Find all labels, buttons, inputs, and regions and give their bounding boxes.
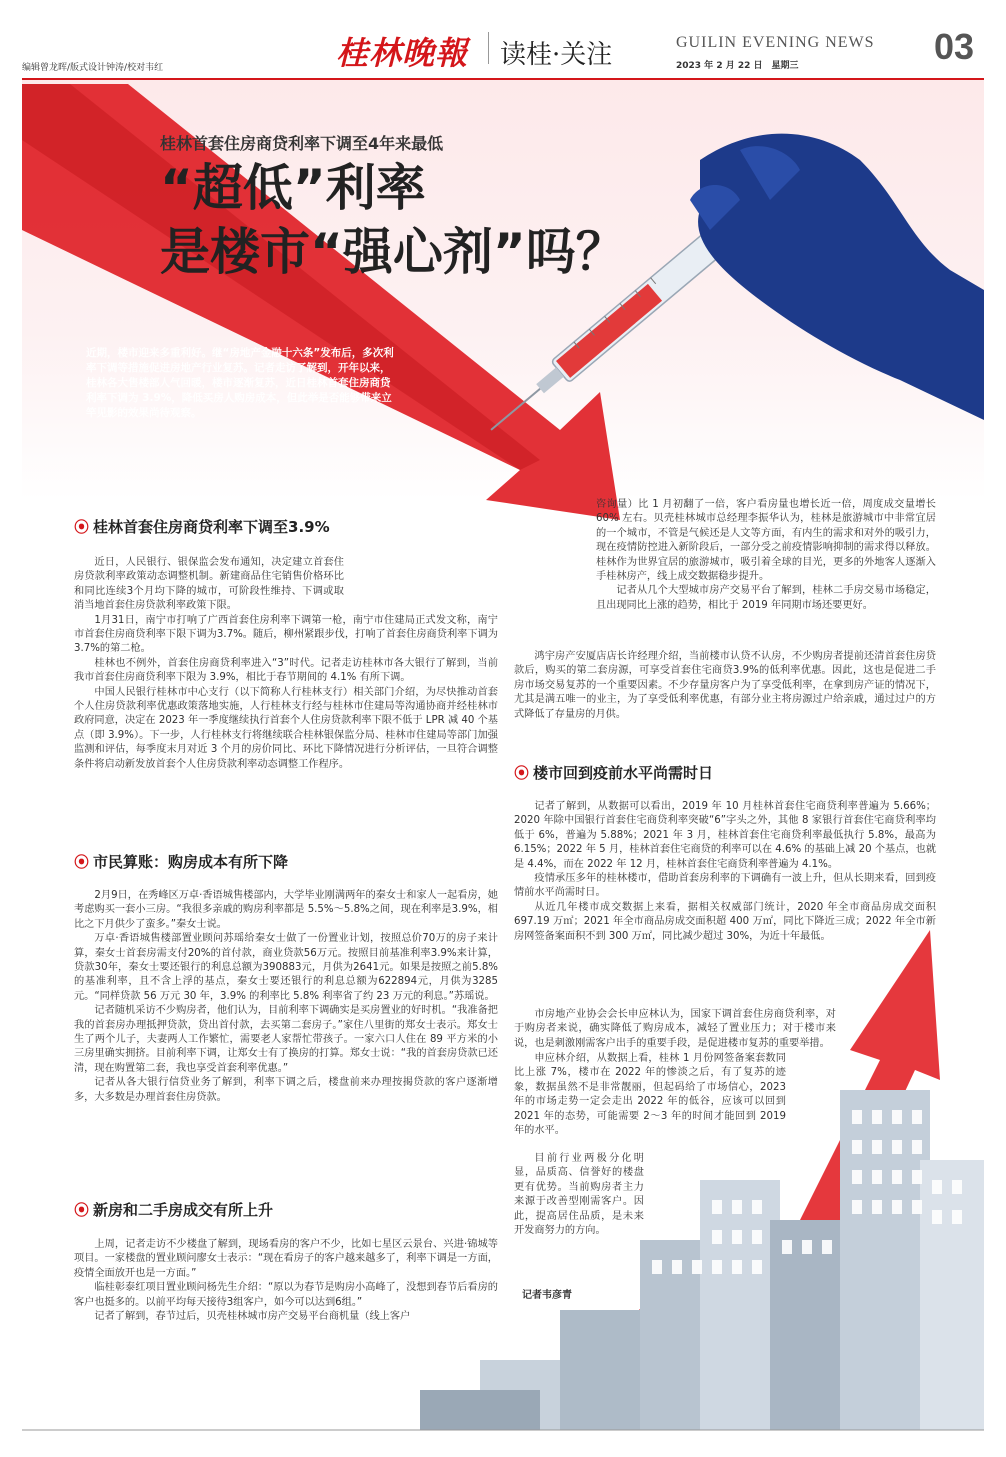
paper-name: GUILIN EVENING NEWS	[676, 34, 875, 51]
paragraph: 桂林也不例外，首套住房商贷利率进入“3”时代。记者走访桂林市各大银行了解到，当前我市首套住房商贷利率下限为 3.9%，相比于春节期间的 4.1% 有所下调。	[74, 657, 498, 684]
bullet-circle-icon: ⦿	[74, 518, 90, 536]
article-kicker: 桂林首套住房商贷利率下调至4年来最低	[160, 134, 444, 153]
paragraph: 记者从各大银行信贷业务了解到，利率下调之后，楼盘前来办理按揭贷款的客户逐渐增多，大多数是办理首套住房贷款。	[74, 1077, 498, 1103]
glove-graphic	[698, 134, 984, 420]
paragraph: 疫情承压多年的桂林楼市，借助首套房利率的下调确有一波上升，但从长期来看，回到疫情前水平尚需时日。	[514, 873, 936, 899]
paragraph: 中国人民银行桂林市中心支行（以下简称人行桂林支行）相关部门介绍，为尽快推动首套个人住房贷款利率优惠政策落地实施，人行桂林支行经与桂林市住建局等沟通协商并经桂林市政府同意，决定在 2023 年一季度继续执行首套个人住房贷款利率下限不低于 LPR 减 40 个基点（即 3.9%）。下一步，人行桂林支行将继续联合桂林银保监分局、桂林市住建局等部门加强监测和评估，每季度末月对近 3 个月的房价同比、环比下降情况进行分析评估，一旦符合调整条件将启动新发放首套个人住房贷款利率动态调整工作程序。	[74, 686, 498, 770]
section-4-body-tail	[514, 1152, 644, 1238]
bullet-circle-icon: ⦿	[514, 764, 530, 782]
section-4-body-narrow	[514, 1008, 836, 1051]
section-2-body	[74, 889, 498, 1105]
paragraph: 临桂彰泰红项目置业顾问杨先生介绍：“原以为春节是购房小高峰了，没想到春节后看房的客户也挺多的。以前平均每天接待3组客户，如今可以达到6组。”	[74, 1282, 498, 1308]
paragraph: 2月9日，在秀峰区万卓·香语城售楼部内，大学毕业刚满两年的秦女士和家人一起看房，她考虑购买一套小三房。“我很多亲戚的购房利率都是 5.5%～5.8%之间，现在利率是3.9%，相比之下月供少了蛮多。”秦女士说。	[74, 890, 498, 930]
headline-line-2: 是楼市“强心剂”吗？	[160, 223, 626, 281]
paragraph: 记者从几个大型城市房产交易平台了解到，桂林二手房交易市场稳定，且出现同比上涨的趋势，相比于 2019 年同期市场还要更好。	[596, 585, 936, 611]
subhead-1: ⦿ 桂林首套住房商贷利率下调至3.9%	[74, 518, 330, 536]
paragraph: 1月31日，南宁市打响了广西首套住房利率下调第一枪，南宁市住建局正式发文称，南宁市首套住房商贷利率下限下调为3.7%。随后，柳州紧跟步伐，打响了首套住房商贷利率下调为3.7%的第二枪。	[74, 614, 498, 655]
paragraph: 鸿宇房产安厦店店长许经理介绍，当前楼市认贷不认房，不少购房者提前还清首套住房贷款后，购买的第二套房源，可享受首套住宅商贷3.9%的低利率优惠。因此，这也是促进二手房市场交易复苏的一个重要因素。不少存量房客户为了享受低利率，在拿到房产证的情况下，尤其是满五唯一的业主，为了享受低利率优惠，有部分业主将房源过户给亲戚，通过过户的方式降低了存量房的月供。	[514, 651, 936, 720]
section-4-body-narrower	[514, 1052, 786, 1138]
paragraph: 目前行业两极分化明显，品质高、信誉好的楼盘更有优势。当前购房者主力来源于改善型刚需客户。因此，提高居住品质，是未来开发商努力的方向。	[514, 1153, 644, 1237]
section-title-b: 关注	[560, 40, 613, 70]
subhead-3: ⦿ 新房和二手房成交有所上升	[74, 1201, 274, 1219]
section-1-body	[74, 556, 498, 772]
right-column-top	[596, 498, 936, 613]
bullet-circle-icon: ⦿	[74, 853, 90, 871]
paragraph: 记者了解到，春节过后，贝壳桂林城市房产交易平台商机量（线上客户	[94, 1311, 411, 1323]
paragraph: 上周，记者走访不少楼盘了解到，现场看房的客户不少，比如七星区云景台、兴进·锦城等项目。一家楼盘的置业顾问廖女士表示：“现在看房子的客户越来越多了，利率下调是一方面，疫情全面放开也是一方面。”	[74, 1239, 498, 1279]
paragraph: 申应林介绍，从数据上看，桂林 1 月份网签备案套数同比上涨 7%，楼市在 2022 年的惨淡之后，有了复苏的迹象，数据虽然不是非常靓丽，但起码给了市场信心，2023 年的市场走势一定会走出 2022 年的低谷，应该可以回到 2021 年的态势，可能需要 2～3 年的时间才能回到 2019 年的水平。	[514, 1053, 786, 1137]
subhead-2: ⦿ 市民算账：购房成本有所下降	[74, 853, 289, 871]
section-title-a: 读桂	[500, 40, 553, 70]
paragraph: 从近几年楼市成交数据上来看，据相关权威部门统计，2020 年全市商品房成交面积 697.19 万㎡；2021 年全市商品房成交面积超 400 万㎡，同比下降近三成；2022 年全市新房网签备案面积不到 300 万㎡，同比减少超过 30%，为近十年最低。	[514, 901, 936, 942]
paragraph: 记者了解到，从数据可以看出，2019 年 10 月桂林首套住宅商贷利率普遍为 5.66%；2020 年除中国银行首套住宅商贷利率突破“6”字头之外，其他 8 家银行首套住宅商贷利率均低于 6%，普遍为 5.88%；2021 年 3 月，桂林首套住宅商贷利率最低执行 5.8%，最高为 6.15%；2022 年 5 月，桂林首套住宅商贷的利率可以在 4.6% 的基础上减 20 个基点，也就是 4.4%，而在 2022 年 12 月，桂林首套住宅商贷利率普遍为 4.1%。	[514, 801, 936, 870]
issue-date: 2023 年 2 月 22 日 星期三	[676, 61, 799, 71]
reporter-byline: 记者韦彦青	[522, 1290, 572, 1301]
bullet-circle-icon: ⦿	[74, 1201, 90, 1219]
section-4-body	[514, 800, 936, 944]
masthead-logo: 桂林晚報	[336, 34, 469, 72]
section-3-body	[74, 1238, 498, 1324]
paragraph: 市房地产业协会会长申应林认为，国家下调首套住房商贷利率，对于购房者来说，确实降低了购房成本，减轻了置业压力；对于楼市来说，也是刺激刚需客户出手的重要手段，是促进楼市复苏的重要举措。	[514, 1009, 836, 1049]
article-headline	[160, 156, 626, 284]
paragraph: 记者随机采访不少购房者，他们认为，目前利率下调确实是买房置业的好时机。“我准备把我的首套房办理抵押贷款，贷出首付款，去买第二套房子。”家住八里街的郑女士表示。郑女士生了两个儿子，夫妻两人工作繁忙，需要老人家帮忙带孩子。一家六口人住在 89 平方米的小三房里确实拥挤。目前利率下调，让郑女士有了换房的打算。郑女士说：“我的首套房贷款已还清，现在购置第二套，我也享受首套利率优惠。”	[74, 1005, 498, 1074]
buildings-graphic	[420, 1090, 984, 1430]
page-number: 03	[934, 26, 975, 67]
subhead-4: ⦿ 楼市回到疫前水平尚需时日	[514, 764, 714, 782]
section-title-sep: ·	[552, 40, 561, 70]
paragraph: 万卓·香语城售楼部置业顾问苏瑶给秦女士做了一份置业计划，按照总价70万的房子来计算，秦女士首套房需支付20%的首付款，商业贷款56万元。按照目前基准利率3.9%来计算，贷款30年，秦女士要还银行的利息总额为390883元，月供为2641元。如果是按照之前5.8%的基准利率，且不含上浮的基点，秦女士要还银行的利息总额为622894元，月供为3285元。“同样贷款 56 万元 30 年，3.9% 的利率比 5.8% 利率省了约 23 万元的利息。”苏瑶说。	[74, 933, 498, 1002]
headline-line-1: “超低”利率	[160, 159, 426, 217]
editor-credits: 编辑曾龙晖/版式设计钟涛/校对韦红	[22, 63, 164, 73]
paragraph: 近日，人民银行、银保监会发布通知，决定建立首套住房贷款利率政策动态调整机制。新建商品住宅销售价格环比和同比连续3个月均下降的城市，可阶段性维持、下调或取消当地首套住房贷款利率政策下限。	[74, 557, 344, 612]
article-lead: 近期，楼市迎来多重利好。继“房地产金融十六条”发布后，多次利率下调等措施促进房地产行业复苏。记者走访了解到，开年以来，桂林各大售楼部人气回暖，楼市逐渐复苏，近日桂林首套住房商贷利率下调为 3.9%，降低买房人购房成本，但此举是否能够带来立竿见影的效果尚待观察。	[86, 347, 394, 419]
right-column-mid	[514, 650, 936, 722]
paragraph: 咨询量）比 1 月初翻了一倍，客户看房量也增长近一倍，周度成交量增长 60% 左右。贝壳桂林城市总经理李振华认为，桂林是旅游城市中非常宜居的一个城市，不管是气候还是人文等方面，有内生的需求和对外的吸引力，现在疫情防控进入新阶段后，一部分受之前疫情影响抑制的需求得以释放。桂林作为世界宜居的旅游城市，吸引着全球的目光，更多的外地客人逐渐入手桂林房产，线上成交数据稳步提升。	[596, 499, 936, 583]
